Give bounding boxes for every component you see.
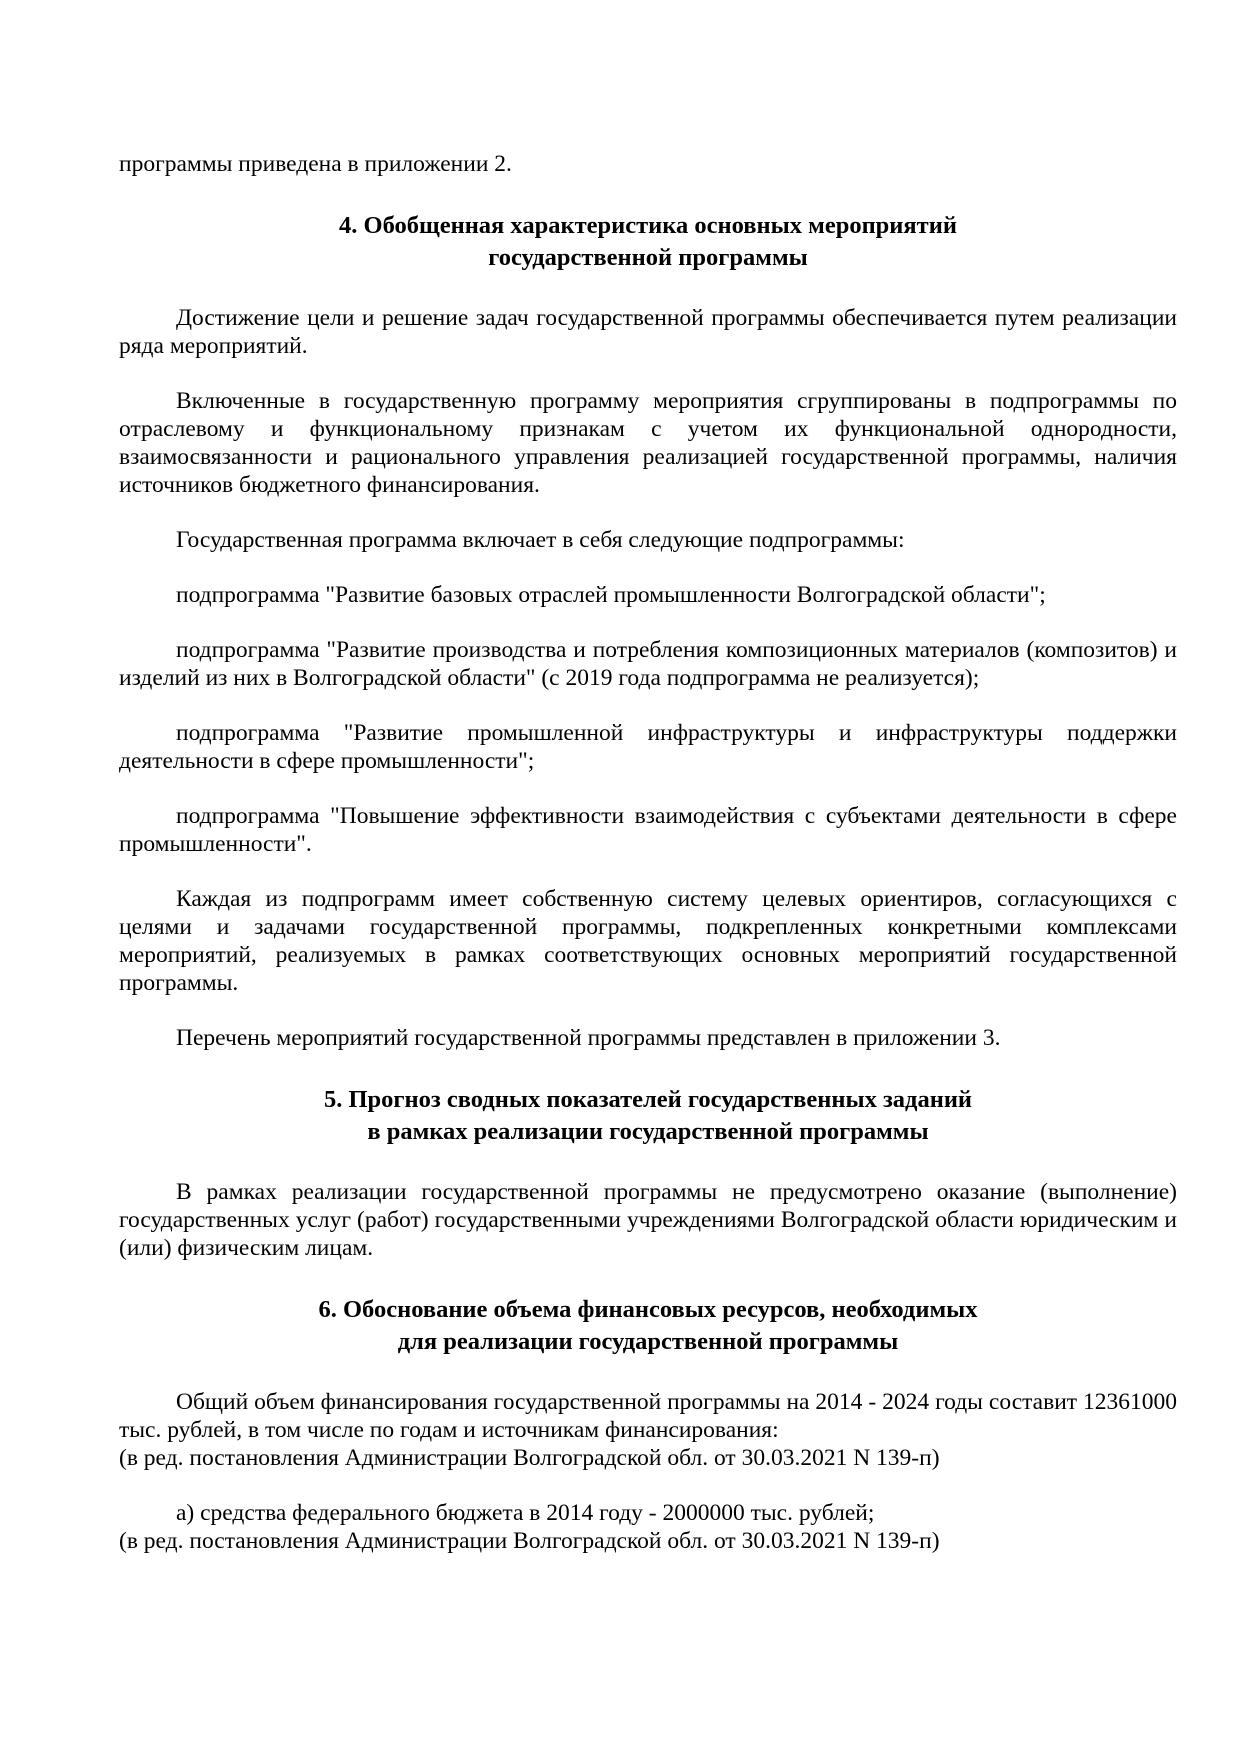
document-body bbox=[119, 150, 1177, 1555]
section-4-heading bbox=[119, 210, 1177, 274]
section-4-paragraph-1: Достижение цели и решение задач государственной программы обеспечивается путем реализации ряда мероприятий. bbox=[119, 305, 1177, 359]
section-5-title-line1: 5. Прогноз сводных показателей государственных заданий bbox=[323, 1086, 973, 1113]
section-4-paragraph-4: Каждая из подпрограмм имеет собственную систему целевых ориентиров, согласующихся с целями и задачами государственной программы, подкрепленных конкретными комплексами мероприятий, реализуемых в рамках соответствующих основных мероприятий государственной программы. bbox=[119, 886, 1177, 996]
section-4-paragraph-5: Перечень мероприятий государственной программы представлен в приложении 3. bbox=[176, 1025, 1001, 1051]
continuation-text: программы приведена в приложении 2. bbox=[119, 151, 512, 177]
subprogram-1: подпрограмма "Развитие базовых отраслей промышленности Волгоградской области"; bbox=[176, 582, 1046, 608]
subprogram-3: подпрограмма "Развитие промышленной инфраструктуры и инфраструктуры поддержки деятельности в сфере промышленности"; bbox=[119, 720, 1177, 774]
section-6-paragraph-1: Общий объем финансирования государственной программы на 2014 - 2024 годы составит 12361000 тыс. рублей, в том числе по годам и источникам финансирования: bbox=[119, 1389, 1177, 1443]
section-4-paragraph-2: Включенные в государственную программу мероприятия сгруппированы в подпрограммы по отраслевому и функциональному признакам с учетом их функциональной однородности, взаимосвязанности и рационального управления реализацией государственной программы, наличия источников бюджетного финансирования. bbox=[119, 388, 1177, 498]
section-6-paragraph-2: а) средства федерального бюджета в 2014 году - 2000000 тыс. рублей; bbox=[176, 1500, 875, 1526]
amendment-note-2: (в ред. постановления Администрации Волгоградской обл. от 30.03.2021 N 139-п) bbox=[119, 1528, 940, 1554]
section-5-heading bbox=[119, 1084, 1177, 1148]
section-4-title-line2: государственной программы bbox=[488, 244, 808, 271]
section-6-title-line2: для реализации государственной программы bbox=[397, 1328, 899, 1355]
section-5-title-line2: в рамках реализации государственной программы bbox=[367, 1118, 929, 1145]
section-4-title-line1: 4. Обобщенная характеристика основных мероприятий bbox=[339, 212, 957, 239]
amendment-note-1: (в ред. постановления Администрации Волгоградской обл. от 30.03.2021 N 139-п) bbox=[119, 1445, 940, 1471]
section-6-heading bbox=[119, 1294, 1177, 1358]
section-6-title-line1: 6. Обоснование объема финансовых ресурсов, необходимых bbox=[318, 1296, 978, 1323]
subprogram-4: подпрограмма "Повышение эффективности взаимодействия с субъектами деятельности в сфере промышленности". bbox=[119, 803, 1177, 857]
section-4-paragraph-3: Государственная программа включает в себя следующие подпрограммы: bbox=[176, 527, 905, 553]
subprogram-2: подпрограмма "Развитие производства и потребления композиционных материалов (композитов) и изделий из них в Волгоградской области" (с 2019 года подпрограмма не реализуется); bbox=[119, 637, 1177, 691]
section-5-paragraph-1: В рамках реализации государственной программы не предусмотрено оказание (выполнение) государственных услуг (работ) государственными учреждениями Волгоградской области юридическим и (или) физическим лицам. bbox=[119, 1179, 1177, 1261]
